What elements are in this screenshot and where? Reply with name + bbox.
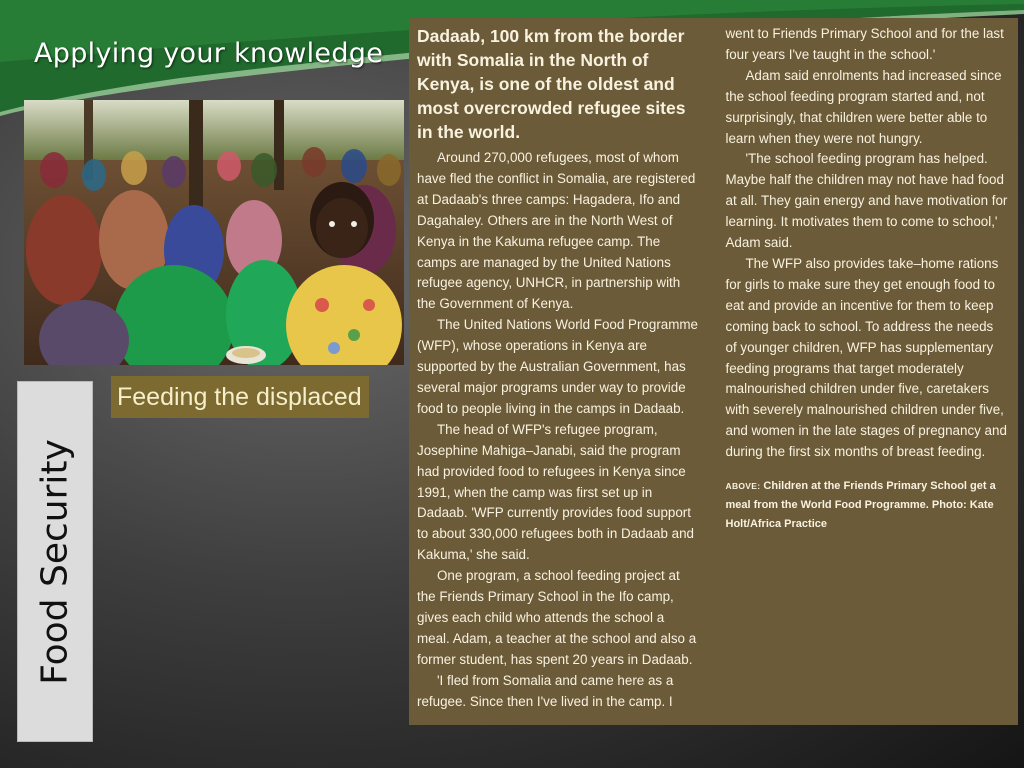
article-paragraph: The WFP also provides take–home rations for girls to make sure they get enough food to eat and provide an incentive for them to keep coming back to school. To address the needs of younger children, WFP has supplementary feeding programs that target moderately malnourished children under five, caretakers with severely malnourished children under five, and women in the late stages of pregnancy and during the first six months of breast feeding. (725, 255, 1007, 460)
caption-text: Children at the Friends Primary School get a meal from the World Food Programme. Photo: Kate Holt/Africa Practice (725, 480, 996, 531)
slide-title: Applying your knowledge (34, 38, 384, 69)
article-paragraph: The head of WFP's refugee program, Josephine Mahiga–Janabi, said the program had provided food to refugees in Kenya since 1991, when the camp was first set up in Dadaab. 'WFP currently provides food support to about 330,000 refugees both in Dadaab and Kakuma,' she said. (417, 421, 694, 563)
refugee-children-photo (24, 100, 404, 365)
photo-caption (726, 477, 1009, 534)
subheading: Feeding the displaced (111, 376, 369, 418)
article-paragraph: 'I fled from Somalia and came here as a refugee. Since then I've lived in the camp. I went to Friends Primary School and for the last four years I've taught in the school.' (417, 26, 1004, 709)
article-paragraph: Around 270,000 refugees, most of whom have fled the conflict in Somalia, are registered at Dadaab's three camps: Hagadera, Ifo and Dagahaley. Others are in the North West of Kenya in the Kakuma refugee camp. The camps are managed by the United Nations refugee agency, UNHCR, in partnership with the Government of Kenya. (417, 150, 696, 312)
article-columns (417, 24, 1008, 719)
article-lede: Dadaab, 100 km from the border with Somalia in the North of Kenya, is one of the oldest and most overcrowded refugee sites in the world. (417, 26, 686, 142)
article-paragraph: 'The school feeding program has helped. Maybe half the children may not have had food at all. They gain energy and have motivation for learning. It motivates them to come to school,' Adam said. (725, 151, 1008, 251)
caption-label: ABOVE: (725, 481, 761, 492)
section-label: Food Security (34, 438, 76, 685)
section-label-panel (17, 381, 93, 742)
article-paragraph: Adam said enrolments had increased since the school feeding program started and, not surprisingly, that children were better able to learn when they were not hungry. (725, 67, 1002, 146)
article-paragraph: The United Nations World Food Programme (WFP), whose operations in Kenya are supported by the Australian Government, has several major programs under way to provide food to people living in the camps in Dadaab. (417, 317, 698, 416)
article-paragraph: One program, a school feeding project at the Friends Primary School in the Ifo camp, gives each child who attends the school a meal. Adam, a teacher at the school and also a former student, has spent 20 years in Dadaab. (417, 568, 697, 667)
article-panel (409, 18, 1018, 725)
